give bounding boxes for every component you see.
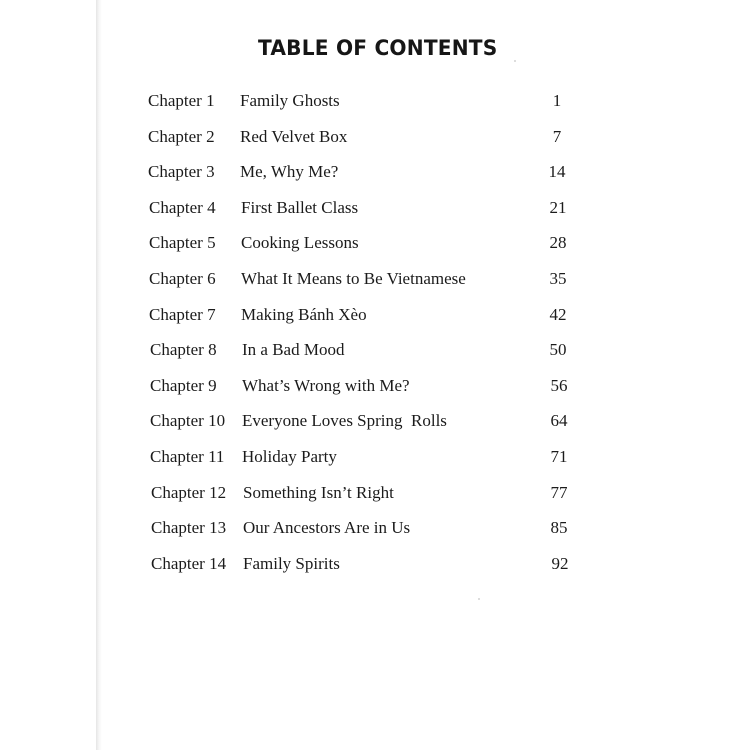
toc-chapter-label: Chapter 12	[151, 483, 227, 502]
toc-chapter-title: Cooking Lessons	[241, 233, 359, 252]
toc-entry	[0, 231, 750, 255]
scan-speck	[478, 598, 480, 600]
toc-chapter-title: Our Ancestors Are in Us	[243, 518, 411, 537]
toc-page-number: 14	[548, 162, 566, 181]
toc-chapter-title: Holiday Party	[242, 447, 337, 466]
toc-page-number: 92	[551, 554, 569, 573]
toc-chapter-title: Everyone Loves Spring Rolls	[242, 411, 447, 430]
toc-entry	[0, 89, 750, 113]
toc-page-number: 28	[549, 233, 567, 252]
toc-page-number: 56	[550, 376, 568, 395]
toc-chapter-title: First Ballet Class	[241, 198, 359, 217]
toc-chapter-title: Making Bánh Xèo	[241, 305, 367, 324]
toc-entry	[0, 125, 750, 149]
toc-chapter-title: What It Means to Be Vietnamese	[241, 269, 466, 288]
toc-chapter-label: Chapter 2	[148, 127, 215, 146]
toc-chapter-label: Chapter 13	[151, 518, 227, 537]
toc-entry	[0, 516, 750, 540]
toc-chapter-label: Chapter 8	[150, 340, 217, 359]
toc-chapter-label: Chapter 9	[150, 376, 217, 395]
toc-page-number: 1	[552, 91, 562, 110]
toc-entry	[0, 481, 750, 505]
toc-page-number: 77	[550, 483, 568, 502]
toc-chapter-title: Red Velvet Box	[240, 127, 348, 146]
toc-entry	[0, 374, 750, 398]
toc-chapter-title: Me, Why Me?	[240, 162, 339, 181]
toc-entry	[0, 303, 750, 327]
toc-chapter-title: In a Bad Mood	[242, 340, 345, 359]
toc-page-number: 42	[549, 305, 567, 324]
toc-entry	[0, 338, 750, 362]
toc-page-number: 50	[549, 340, 567, 359]
toc-page-number: 35	[549, 269, 567, 288]
toc-page-number: 7	[552, 127, 562, 146]
toc-chapter-title: Family Ghosts	[240, 91, 340, 110]
toc-chapter-label: Chapter 4	[149, 198, 216, 217]
toc-entry	[0, 267, 750, 291]
page-title: TABLE OF CONTENTS	[258, 36, 498, 60]
toc-page-number: 85	[550, 518, 568, 537]
toc-chapter-label: Chapter 7	[149, 305, 216, 324]
toc-chapter-label: Chapter 11	[150, 447, 225, 466]
toc-page-number: 64	[550, 411, 568, 430]
toc-chapter-label: Chapter 6	[149, 269, 216, 288]
scan-speck	[514, 60, 516, 62]
toc-chapter-label: Chapter 5	[149, 233, 216, 252]
toc-chapter-title: What’s Wrong with Me?	[242, 376, 410, 395]
toc-chapter-title: Family Spirits	[243, 554, 340, 573]
toc-chapter-label: Chapter 1	[148, 91, 215, 110]
toc-entry	[0, 160, 750, 184]
toc-entry	[0, 445, 750, 469]
toc-chapter-title: Something Isn’t Right	[243, 483, 394, 502]
toc-entry	[0, 409, 750, 433]
toc-entry	[0, 196, 750, 220]
toc-chapter-label: Chapter 14	[151, 554, 227, 573]
toc-chapter-label: Chapter 3	[148, 162, 215, 181]
toc-page-number: 21	[549, 198, 567, 217]
toc-page-number: 71	[550, 447, 568, 466]
toc-chapter-label: Chapter 10	[150, 411, 226, 430]
toc-entry	[0, 552, 750, 576]
